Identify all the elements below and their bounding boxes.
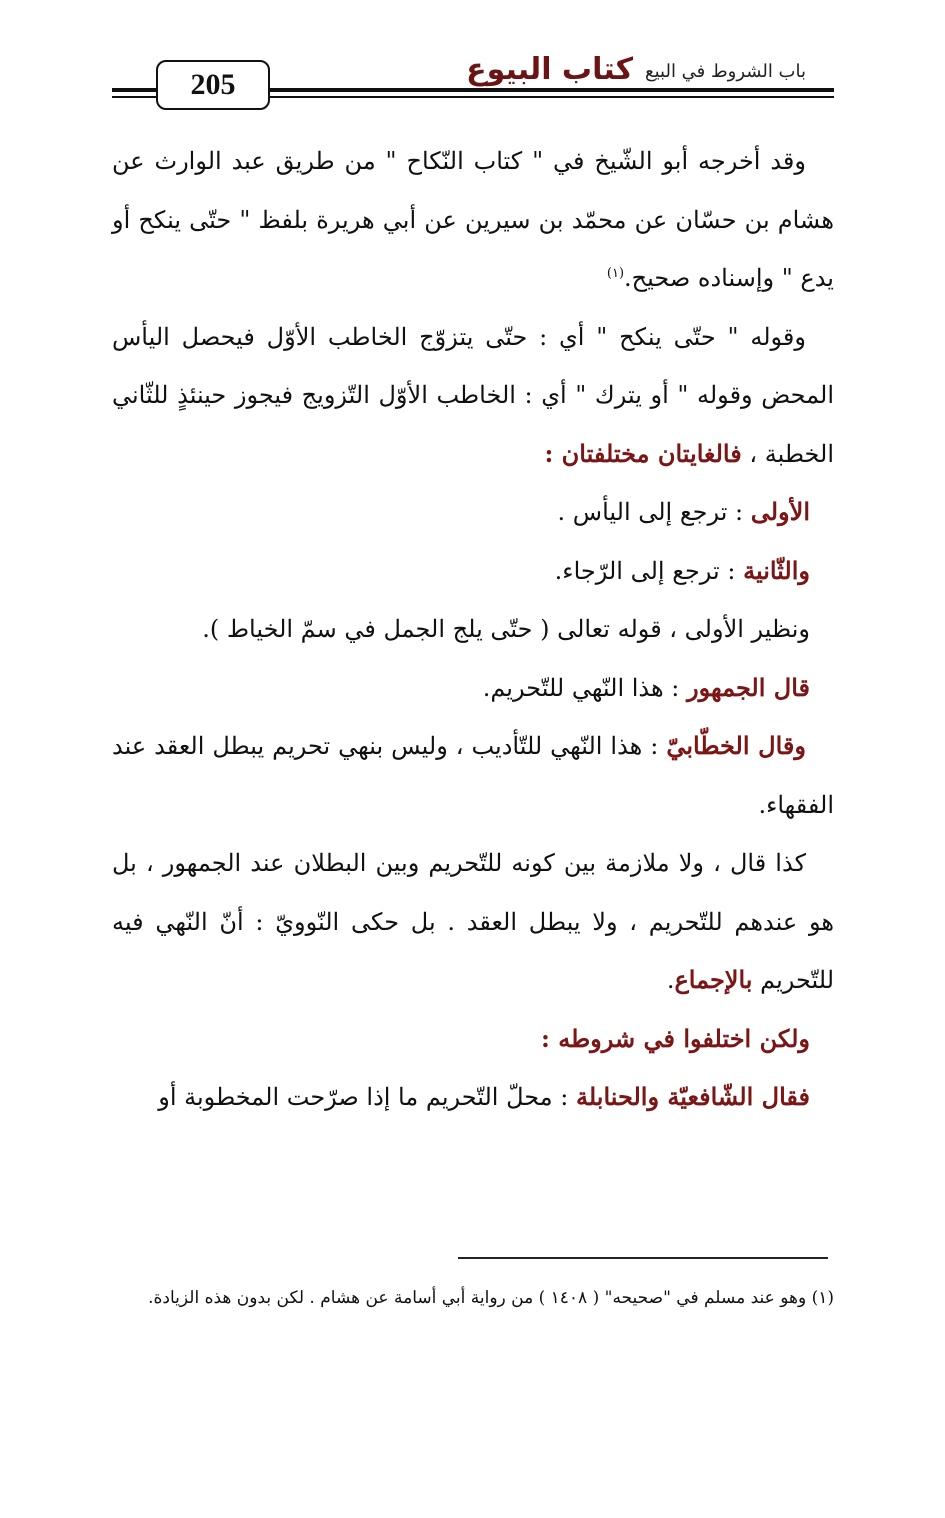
chapter-title: باب الشروط في البيع bbox=[645, 61, 806, 82]
paragraph bbox=[112, 1010, 834, 1069]
book-title: كتاب البيوع bbox=[466, 52, 634, 87]
highlighted-term: الأولى bbox=[750, 497, 810, 526]
paragraph-text: ونظير الأولى ، قوله تعالى ( حتّى يلج الجمل في سمّ الخياط ). bbox=[202, 615, 810, 643]
paragraph-text: وقوله " حتّى ينكح " أي : حتّى يتزوّج الخاطب الأوّل فيحصل اليأس المحض وقوله " أو يترك " أي : الخاطب الأوّل التّزويج فيجوز حينئذٍ للثّاني الخطبة ، bbox=[112, 322, 834, 468]
paragraph bbox=[112, 834, 834, 1010]
paragraph bbox=[112, 1068, 834, 1127]
footnote-separator bbox=[458, 1257, 828, 1259]
highlighted-term: بالإجماع bbox=[674, 965, 753, 994]
paragraph bbox=[112, 542, 834, 601]
footnote-reference[interactable]: (١) bbox=[606, 266, 625, 281]
page-number: 205 bbox=[156, 60, 270, 110]
paragraph bbox=[112, 483, 834, 542]
paragraph bbox=[112, 600, 834, 659]
paragraph bbox=[112, 132, 834, 308]
highlighted-term: والثّانية bbox=[743, 555, 810, 585]
paragraph-text: : هذا النّهي للتّأديب ، وليس بنهي تحريم يبطل العقد عند الفقهاء. bbox=[112, 732, 834, 819]
highlighted-phrase: فالغايتان مختلفتان : bbox=[544, 438, 742, 468]
highlighted-term: وقال الخطّابيّ bbox=[666, 731, 806, 760]
paragraph bbox=[112, 659, 834, 718]
body-text bbox=[112, 132, 834, 1127]
highlighted-term: قال الجمهور bbox=[687, 672, 810, 702]
highlighted-term: فقال الشّافعيّة والحنابلة bbox=[575, 1082, 810, 1111]
paragraph-text: كذا قال ، ولا ملازمة بين كونه للتّحريم وبين البطلان عند الجمهور ، بل هو عندهم للتّحريم ، ولا يبطل العقد . بل حكى النّوويّ : أنّ النّهي فيه للتّحريم bbox=[112, 849, 834, 994]
running-header bbox=[112, 52, 834, 112]
footnote-text: (١) وهو عند مسلم في "صحيحه" ( ١٤٠٨ ) من رواية أبي أسامة عن هشام . لكن بدون هذه الزيادة. bbox=[148, 1288, 834, 1308]
paragraph-text: : هذا النّهي للتّحريم. bbox=[482, 673, 688, 702]
paragraph bbox=[112, 308, 834, 484]
paragraph bbox=[112, 717, 834, 834]
highlighted-heading: ولكن اختلفوا في شروطه : bbox=[541, 1023, 810, 1053]
paragraph-text: : محلّ التّحريم ما إذا صرّحت المخطوبة أو bbox=[158, 1083, 576, 1111]
paragraph-text: وقد أخرجه أبو الشّيخ في " كتاب النّكاح " من طريق عبد الوارث عن هشام بن حسّان عن محمّد بن سيرين عن أبي هريرة بلفظ " حتّى ينكح أو يدع " وإسناده صحيح. bbox=[112, 147, 834, 292]
paragraph-text: : ترجع إلى اليأس . bbox=[557, 498, 751, 526]
footnote bbox=[112, 1280, 834, 1316]
header-titles bbox=[460, 52, 812, 86]
paragraph-end: . bbox=[666, 966, 675, 994]
paragraph-text: : ترجع إلى الرّجاء. bbox=[554, 556, 744, 585]
